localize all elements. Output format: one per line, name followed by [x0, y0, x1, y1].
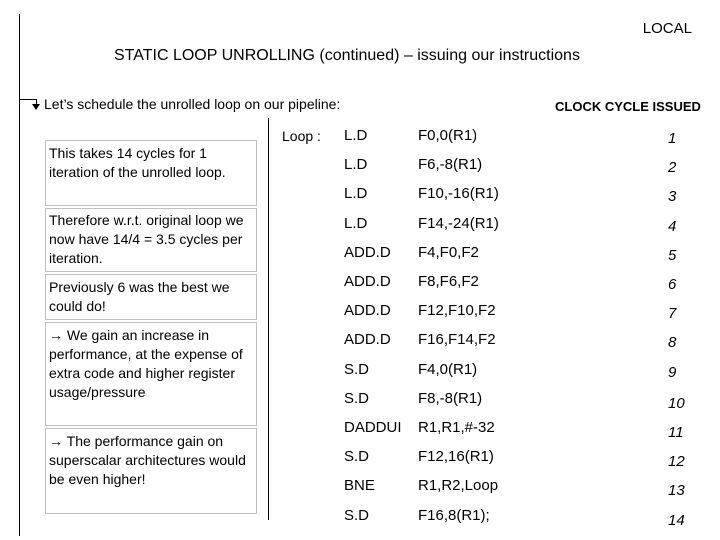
loop-label: Loop : [282, 128, 321, 144]
note-gain-text: We gain an increase in performance, at the expense of extra code and higher register usage/pressure [49, 327, 243, 400]
clock-cycle-value: 2 [668, 159, 677, 177]
instruction-operands: F12,16(R1) [418, 448, 494, 466]
instruction-opcode: L.D [344, 185, 368, 203]
note-previous: Previously 6 was the best we could do! [49, 279, 230, 314]
instruction-opcode: DADDUI [344, 419, 402, 436]
left-border-line [19, 14, 20, 536]
instruction-operands: F4,0(R1) [418, 360, 478, 378]
instruction-operands: F14,-24(R1) [418, 214, 499, 232]
instruction-operands: F12,F10,F2 [418, 302, 496, 320]
instruction-opcode: L.D [344, 214, 368, 232]
clock-cycle-value: 7 [668, 305, 677, 323]
clock-cycle-value: 5 [668, 246, 677, 264]
header-tag: LOCAL [642, 20, 692, 37]
instruction-opcode: ADD.D [344, 331, 391, 349]
arrow-icon: → [49, 433, 63, 449]
clock-cycle-value: 10 [668, 394, 685, 412]
instruction-opcode: L.D [344, 156, 368, 174]
instruction-opcode: S.D [344, 506, 370, 524]
clock-cycle-value: 6 [668, 276, 677, 293]
clock-cycle-value: 1 [668, 130, 677, 147]
instruction-operands: R1,R1,#-32 [418, 419, 495, 436]
note-superscalar [49, 432, 247, 489]
clock-cycle-value: 3 [668, 188, 677, 206]
note-cycles: This takes 14 cycles for 1 iteration of the unrolled loop. [49, 145, 226, 180]
note-gain [49, 326, 247, 402]
clock-cycle-header: CLOCK CYCLE ISSUED [555, 99, 701, 114]
instruction-opcode: S.D [344, 360, 370, 378]
column-divider-line [268, 118, 269, 520]
slide-title: STATIC LOOP UNROLLING (continued) – issuing our instructions [114, 47, 580, 64]
instruction-operands: F8,F6,F2 [418, 273, 479, 290]
clock-cycle-value: 14 [668, 511, 685, 529]
note-superscalar-text: The performance gain on superscalar architectures would be even higher! [49, 433, 246, 487]
clock-cycle-value: 9 [668, 363, 677, 381]
clock-cycle-value: 8 [668, 334, 677, 352]
instruction-opcode: ADD.D [344, 243, 391, 261]
instruction-opcode: ADD.D [344, 273, 391, 290]
intro-pointer-line [19, 99, 36, 100]
instruction-operands: F8,-8(R1) [418, 389, 483, 407]
instruction-operands: F0,0(R1) [418, 127, 478, 144]
intro-pointer-arrowhead [32, 104, 40, 110]
instruction-opcode: L.D [344, 127, 368, 144]
arrow-icon: → [49, 327, 63, 343]
instruction-opcode: S.D [344, 448, 370, 466]
intro-text: Let’s schedule the unrolled loop on our pipeline: [44, 96, 341, 112]
clock-cycle-value: 11 [668, 424, 684, 441]
clock-cycle-value: 12 [668, 453, 685, 471]
instruction-operands: F4,F0,F2 [418, 243, 479, 261]
instruction-operands: R1,R2,Loop [418, 477, 499, 495]
instruction-operands: F10,-16(R1) [418, 185, 499, 203]
clock-cycle-value: 4 [668, 217, 677, 235]
instruction-operands: F16,8(R1); [418, 506, 490, 524]
instruction-operands: F16,F14,F2 [418, 331, 496, 349]
instruction-operands: F6,-8(R1) [418, 156, 483, 174]
instruction-opcode: S.D [344, 389, 370, 407]
instruction-opcode: ADD.D [344, 302, 391, 320]
note-ratio: Therefore w.r.t. original loop we now have 14/4 = 3.5 cycles per iteration. [49, 212, 244, 266]
instruction-opcode: BNE [344, 477, 375, 495]
clock-cycle-value: 13 [668, 482, 685, 500]
